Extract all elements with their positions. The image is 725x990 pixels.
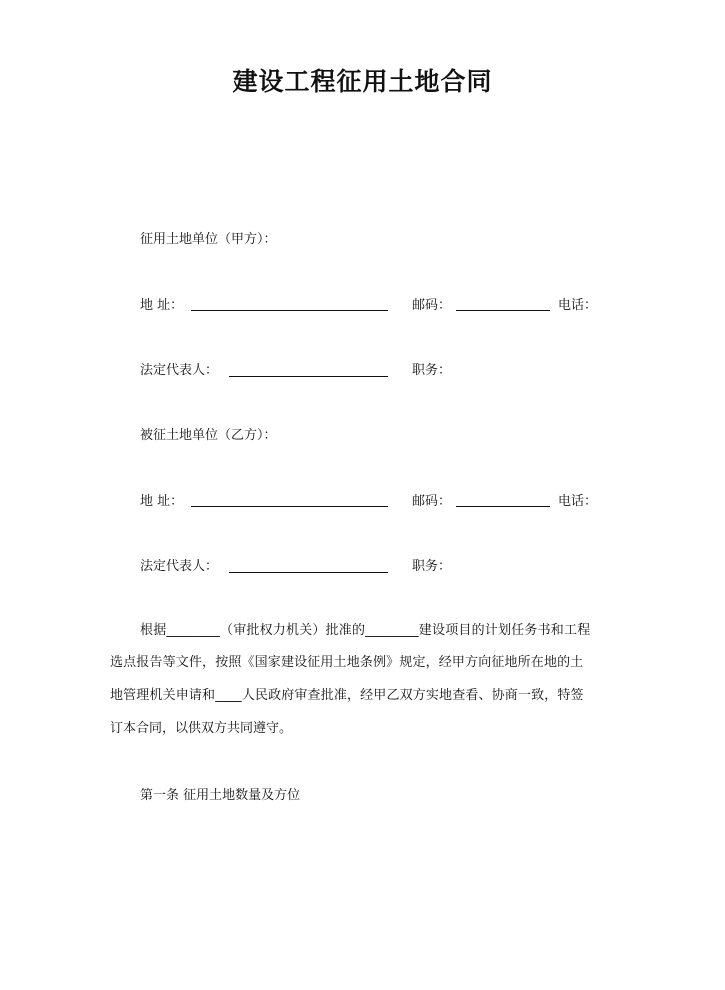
- party-b-phone-label: 电话：: [558, 494, 598, 509]
- party-b-address-label: 地 址：: [140, 494, 184, 509]
- party-b-postcode-blank: [456, 506, 550, 507]
- party-a-position-label: 职务：: [412, 363, 452, 378]
- party-b-legal-rep-label: 法定代表人：: [140, 559, 219, 574]
- party-a-heading: 征用土地单位（甲方）：: [140, 232, 277, 247]
- party-a-phone-label: 电话：: [558, 298, 598, 313]
- party-a-address-label: 地 址：: [140, 298, 184, 313]
- preamble-line: 根据________（审批权力机关）批准的________建设项目的计划任务书和工程: [140, 623, 591, 638]
- party-a-postcode-label: 邮码：: [412, 298, 452, 313]
- party-a-legal-rep-label: 法定代表人：: [140, 363, 219, 378]
- party-b-heading: 被征土地单位（乙方）：: [140, 428, 277, 443]
- preamble-line: 订本合同，以供双方共同遵守。: [110, 721, 293, 736]
- party-b-address-blank: [191, 506, 388, 507]
- party-b-position-label: 职务：: [412, 559, 452, 574]
- article-1-heading: 第一条 征用土地数量及方位: [140, 788, 301, 803]
- party-b-postcode-label: 邮码：: [412, 494, 452, 509]
- document-title: 建设工程征用土地合同: [232, 67, 493, 96]
- preamble-line: 选点报告等文件，按照《国家建设征用土地条例》规定，经甲方向征地所在地的土: [110, 655, 584, 670]
- party-b-legal-rep-blank: [229, 572, 388, 573]
- party-a-postcode-blank: [456, 310, 550, 311]
- preamble-line: 地管理机关申请和____人民政府审查批准，经甲乙双方实地查看、协商一致，特签: [110, 688, 584, 703]
- party-a-legal-rep-blank: [229, 376, 388, 377]
- party-a-address-blank: [191, 310, 388, 311]
